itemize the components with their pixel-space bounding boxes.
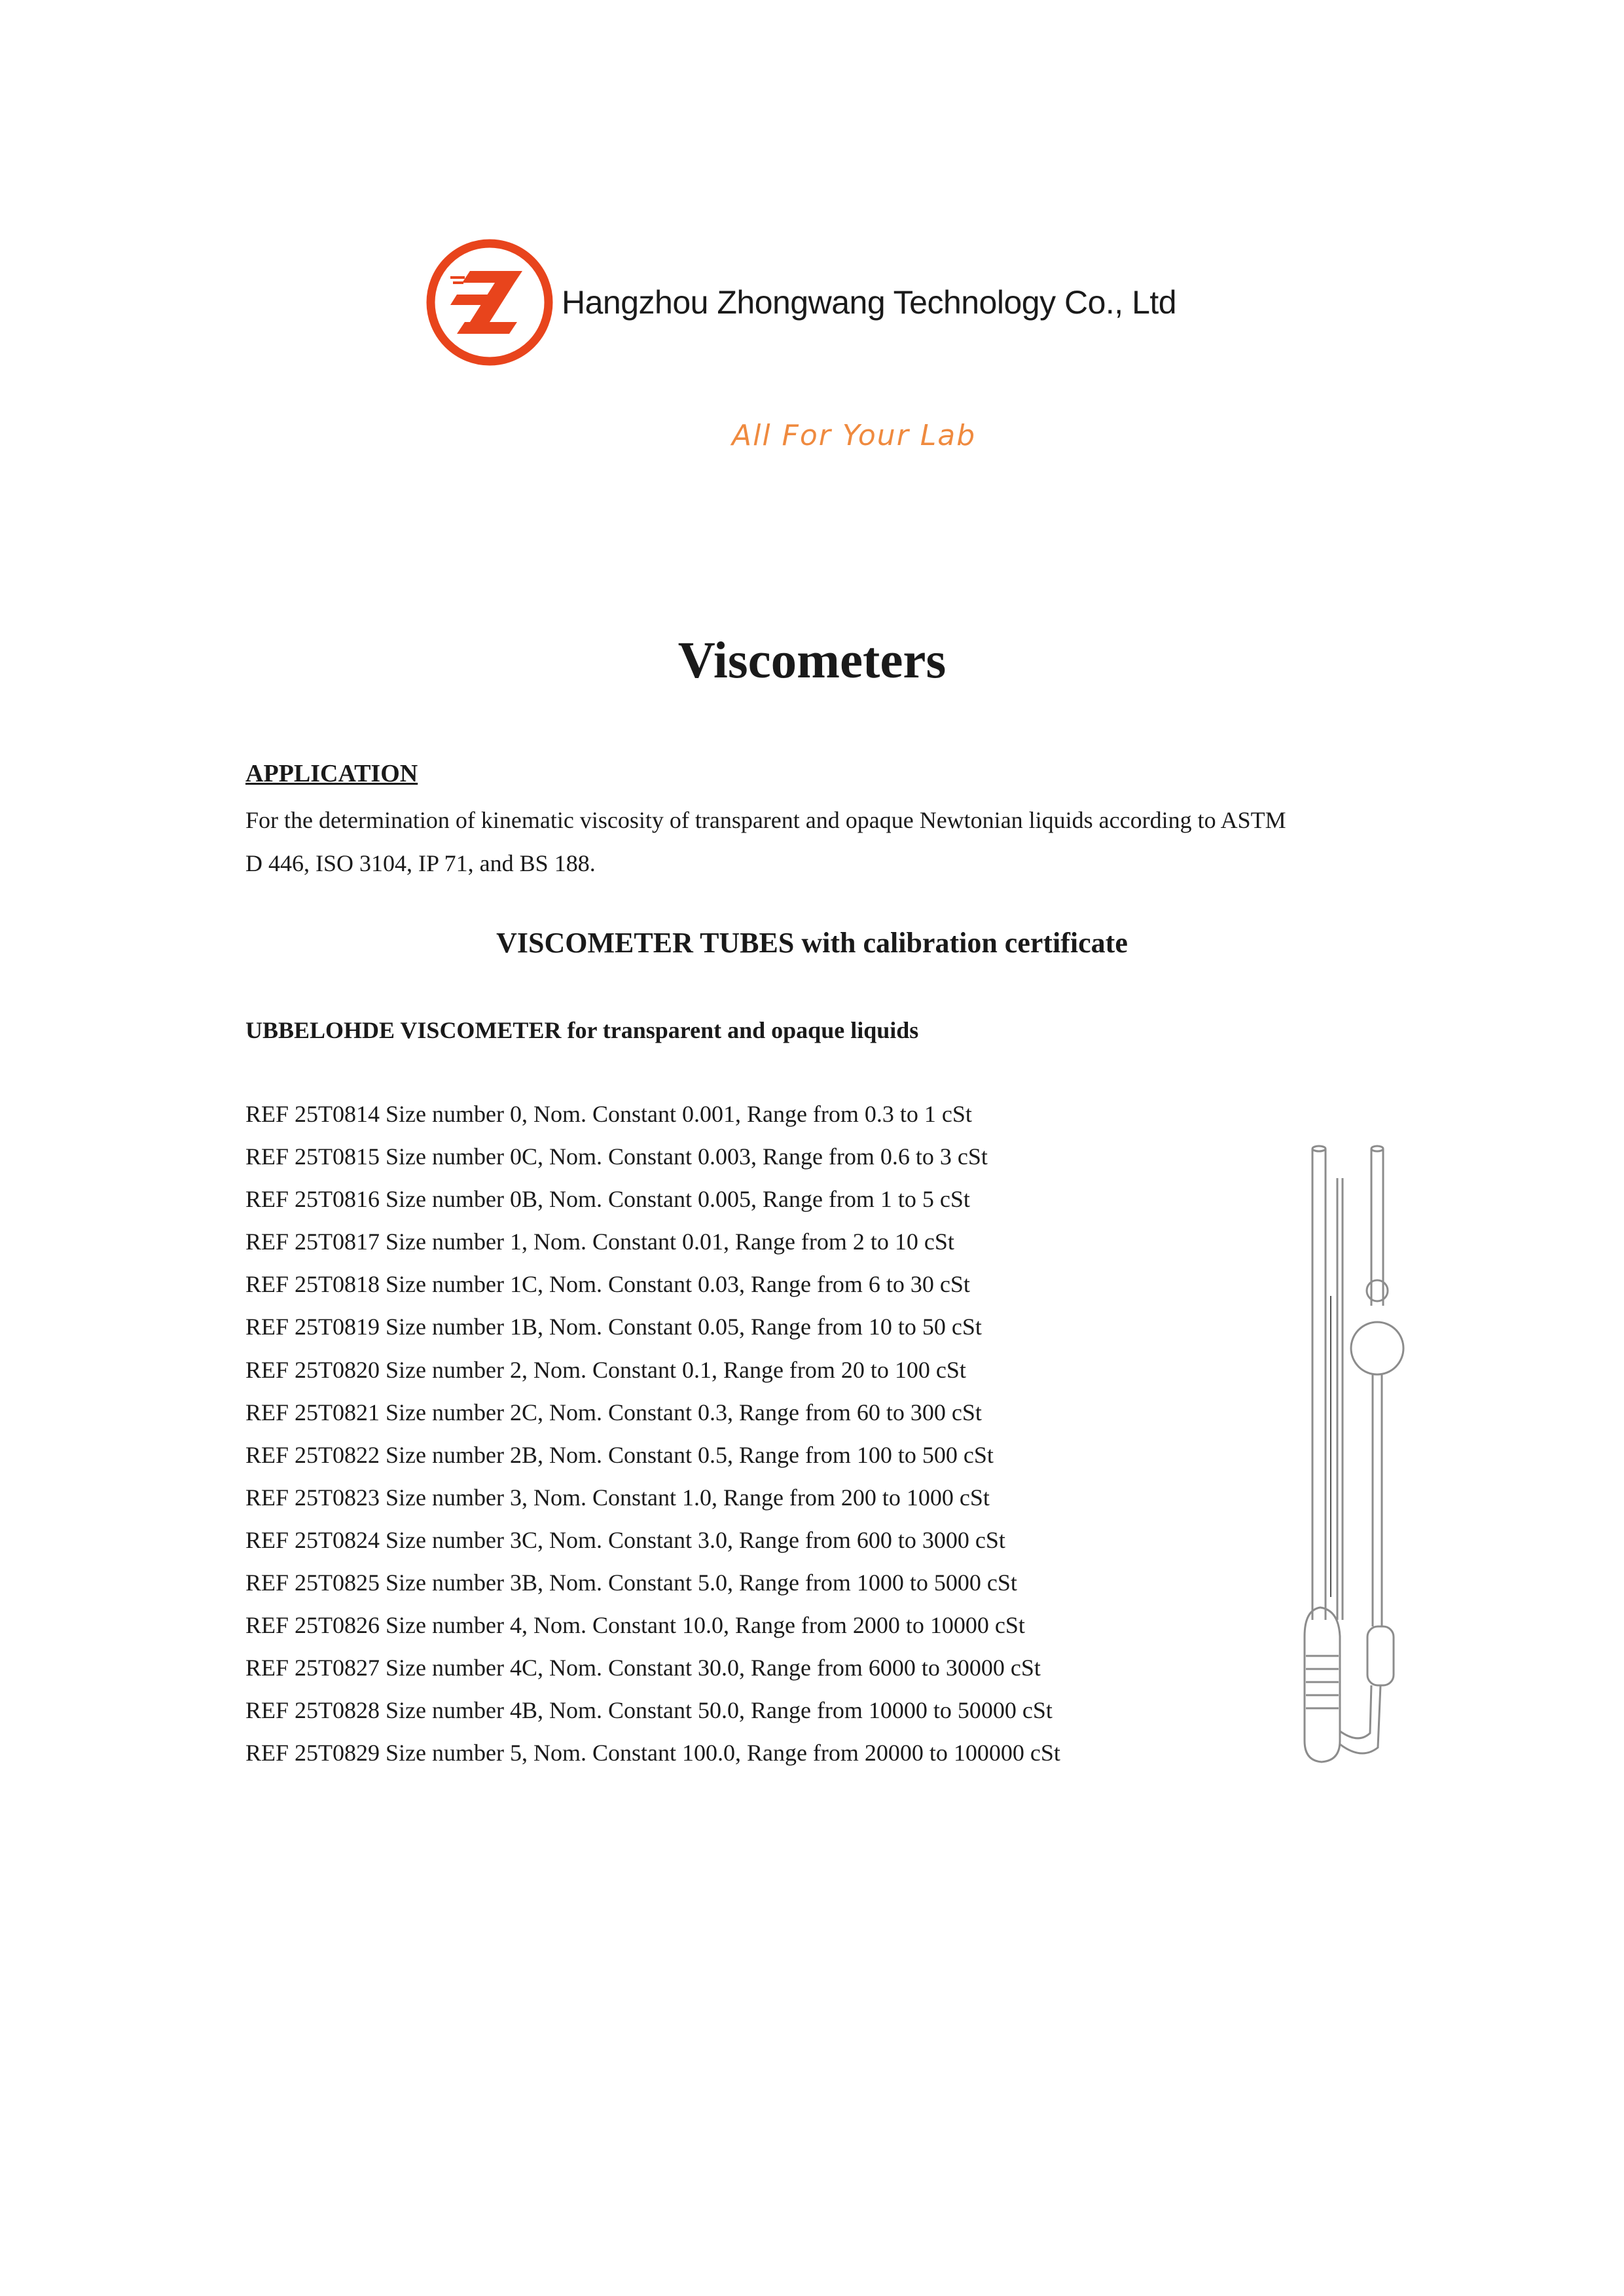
company-name: Hangzhou Zhongwang Technology Co., Ltd	[562, 284, 1177, 321]
ref-list	[245, 1100, 1060, 1782]
company-logo-icon	[424, 237, 555, 368]
viscometer-tubes-heading: VISCOMETER TUBES with calibration certificate	[496, 927, 1128, 959]
list-item: REF 25T0828 Size number 4B, Nom. Constant 50.0, Range from 10000 to 50000 cSt	[245, 1697, 1053, 1724]
list-item: REF 25T0819 Size number 1B, Nom. Constant 0.05, Range from 10 to 50 cSt	[245, 1314, 982, 1340]
list-item: REF 25T0815 Size number 0C, Nom. Constant 0.003, Range from 0.6 to 3 cSt	[245, 1143, 988, 1170]
application-heading: APPLICATION	[245, 760, 418, 787]
page-title: Viscometers	[677, 632, 947, 689]
list-item: REF 25T0822 Size number 2B, Nom. Constant 0.5, Range from 100 to 500 cSt	[245, 1441, 994, 1468]
list-item: REF 25T0816 Size number 0B, Nom. Constant 0.005, Range from 1 to 5 cSt	[245, 1186, 970, 1213]
ubbelohde-heading: UBBELOHDE VISCOMETER for transparent and opaque liquids	[245, 1017, 919, 1043]
list-item: REF 25T0829 Size number 5, Nom. Constant 100.0, Range from 20000 to 100000 cSt	[245, 1740, 1060, 1767]
list-item: REF 25T0820 Size number 2, Nom. Constant 0.1, Range from 20 to 100 cSt	[245, 1356, 966, 1383]
list-item: REF 25T0827 Size number 4C, Nom. Constant 30.0, Range from 6000 to 30000 cSt	[245, 1655, 1041, 1681]
application-line: For the determination of kinematic viscosity of transparent and opaque Newtonian liquids according to ASTM	[245, 807, 1286, 833]
list-item: REF 25T0818 Size number 1C, Nom. Constant 0.03, Range from 6 to 30 cSt	[245, 1271, 970, 1298]
application-text	[245, 798, 1358, 885]
list-item: REF 25T0826 Size number 4, Nom. Constant 10.0, Range from 2000 to 10000 cSt	[245, 1612, 1025, 1639]
application-line: D 446, ISO 3104, IP 71, and BS 188.	[245, 850, 596, 876]
list-item: REF 25T0817 Size number 1, Nom. Constant 0.01, Range from 2 to 10 cSt	[245, 1229, 954, 1255]
ubbelohde-viscometer-image	[1299, 1139, 1414, 1764]
list-item: REF 25T0825 Size number 3B, Nom. Constant 5.0, Range from 1000 to 5000 cSt	[245, 1570, 1017, 1596]
list-item: REF 25T0824 Size number 3C, Nom. Constant 3.0, Range from 600 to 3000 cSt	[245, 1526, 1005, 1553]
list-item: REF 25T0821 Size number 2C, Nom. Constant 0.3, Range from 60 to 300 cSt	[245, 1399, 982, 1426]
list-item: REF 25T0814 Size number 0, Nom. Constant 0.001, Range from 0.3 to 1 cSt	[245, 1101, 972, 1127]
tagline: All For Your Lab	[732, 419, 977, 452]
list-item: REF 25T0823 Size number 3, Nom. Constant 1.0, Range from 200 to 1000 cSt	[245, 1484, 990, 1511]
